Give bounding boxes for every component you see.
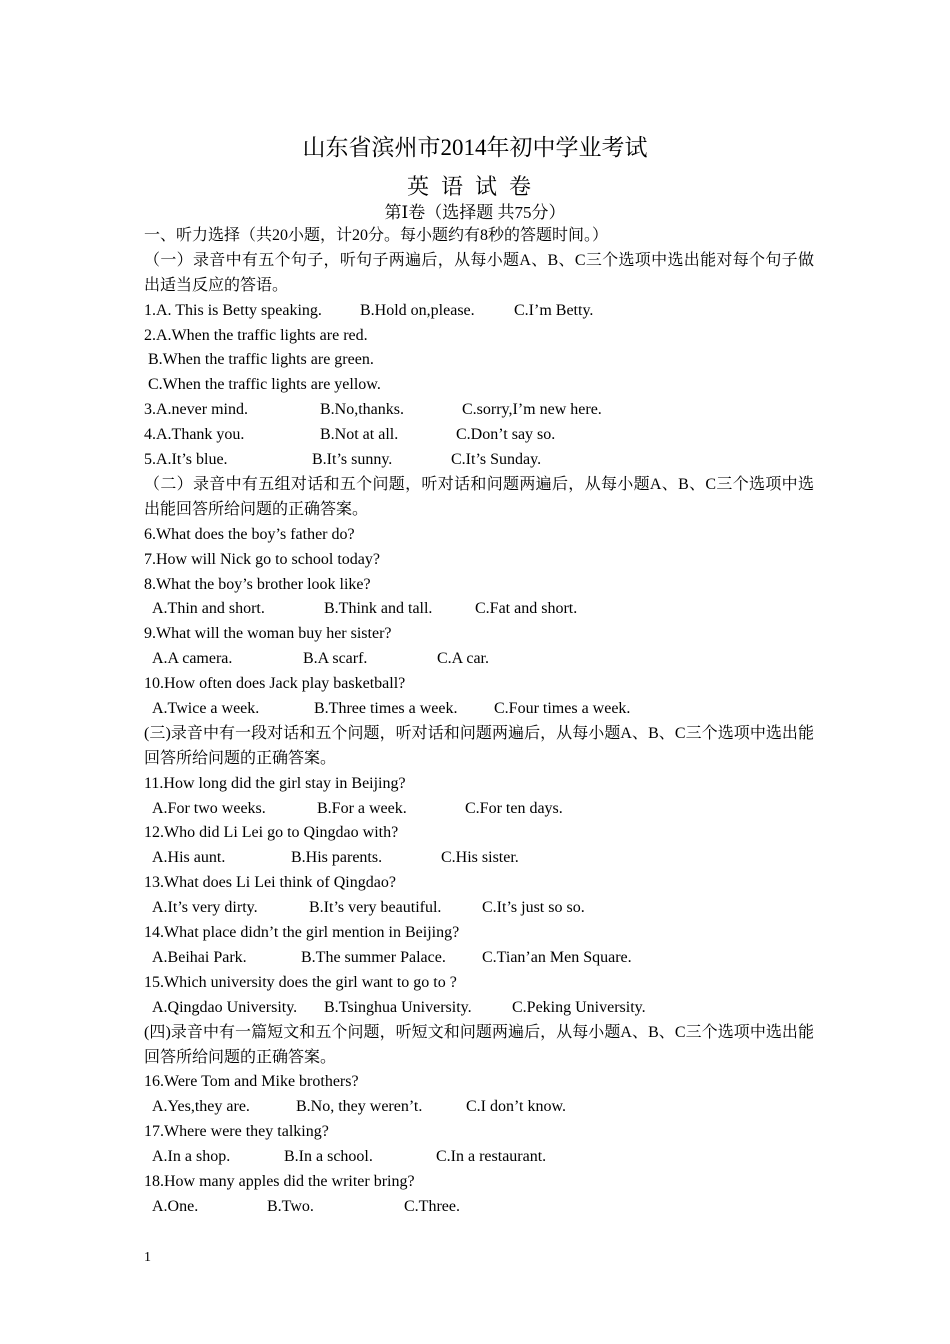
- option-a: A.In a shop.: [152, 1148, 231, 1166]
- option-a: 4.A.Thank you.: [144, 426, 245, 444]
- question-2-option-a: 2.A.When the traffic lights are red.: [144, 326, 368, 344]
- option-a: A.His aunt.: [152, 849, 226, 867]
- question-13: 13.What does Li Lei think of Qingdao?: [144, 874, 396, 892]
- question-17-options: [144, 1145, 814, 1170]
- option-a: A.For two weeks.: [152, 799, 266, 817]
- option-c: C.Three.: [404, 1197, 460, 1215]
- option-c: C.Peking University.: [512, 998, 646, 1016]
- question-8: 8.What the boy’s brother look like?: [144, 575, 371, 593]
- option-a: 1.A. This is Betty speaking.: [144, 301, 322, 319]
- option-a: A.It’s very dirty.: [152, 899, 258, 917]
- question-9: 9.What will the woman buy her sister?: [144, 625, 392, 643]
- question-18-options: [144, 1195, 814, 1220]
- option-c: C.I don’t know.: [466, 1098, 566, 1116]
- question-16: 16.Were Tom and Mike brothers?: [144, 1073, 359, 1091]
- option-a: 3.A.never mind.: [144, 401, 248, 419]
- question-13-options: [144, 896, 814, 921]
- question-14-options: [144, 946, 814, 971]
- question-14: 14.What place didn’t the girl mention in Beijing?: [144, 924, 460, 942]
- option-a: A.A camera.: [152, 650, 233, 668]
- question-8-options: [144, 597, 814, 622]
- question-12: 12.Who did Li Lei go to Qingdao with?: [144, 824, 399, 842]
- option-b: B.No,thanks.: [320, 401, 404, 419]
- question-15: 15.Which university does the girl want to go to ?: [144, 973, 457, 991]
- option-c: C.Tian’an Men Square.: [482, 948, 632, 966]
- question-3: [144, 398, 814, 423]
- option-b: B.Three times a week.: [314, 699, 458, 717]
- exam-part-heading: 第Ⅰ卷（选择题 共75分）: [384, 203, 566, 222]
- page-number: 1: [144, 1250, 151, 1265]
- option-c: C.Fat and short.: [475, 600, 578, 618]
- exam-subject: 英语试卷: [406, 174, 543, 199]
- part4-instructions: (四)录音中有一篇短文和五个问题，听短文和问题两遍后，从每小题A、B、C三个选项中选出能回答所给问题的正确答案。: [144, 1023, 814, 1066]
- option-a: A.Twice a week.: [152, 699, 260, 717]
- section-heading: 一、听力选择（共20小题，计20分。每小题约有8秒的答题时间。）: [144, 227, 609, 244]
- option-c: C.A car.: [437, 650, 489, 668]
- question-10-options: [144, 697, 814, 722]
- option-b: B.A scarf.: [303, 650, 368, 668]
- option-b: B.For a week.: [317, 799, 407, 817]
- option-a: 5.A.It’s blue.: [144, 451, 228, 469]
- part2-instructions: （二）录音中有五组对话和五个问题，听对话和问题两遍后，从每小题A、B、C三个选项中选出能回答所给问题的正确答案。: [144, 475, 814, 518]
- option-b: B.Two.: [267, 1197, 314, 1215]
- question-11: 11.How long did the girl stay in Beijing?: [144, 774, 406, 792]
- exam-title: 山东省滨州市2014年初中学业考试: [302, 135, 648, 160]
- question-7: 7.How will Nick go to school today?: [144, 550, 380, 568]
- option-c: C.Four times a week.: [494, 699, 631, 717]
- question-2-option-b: B.When the traffic lights are green.: [148, 351, 374, 369]
- option-c: C.sorry,I’m new here.: [462, 401, 602, 419]
- option-b: B.Think and tall.: [324, 600, 433, 618]
- question-6: 6.What does the boy’s father do?: [144, 525, 355, 543]
- question-15-options: [144, 996, 814, 1021]
- option-a: A.Thin and short.: [152, 600, 265, 618]
- question-18: 18.How many apples did the writer bring?: [144, 1172, 415, 1190]
- option-b: B.It’s sunny.: [312, 451, 393, 469]
- option-c: C.In a restaurant.: [436, 1148, 547, 1166]
- question-4: [144, 423, 814, 448]
- question-16-options: [144, 1095, 814, 1120]
- question-2-option-c: C.When the traffic lights are yellow.: [148, 376, 381, 394]
- option-b: B.In a school.: [284, 1148, 373, 1166]
- option-b: B.The summer Palace.: [301, 948, 446, 966]
- question-11-options: [144, 797, 814, 822]
- option-b: B.No, they weren’t.: [296, 1098, 423, 1116]
- question-12-options: [144, 846, 814, 871]
- question-17: 17.Where were they talking?: [144, 1123, 329, 1141]
- question-1: [144, 299, 814, 324]
- option-c: C.I’m Betty.: [514, 301, 594, 319]
- option-b: B.Not at all.: [320, 426, 399, 444]
- question-9-options: [144, 647, 814, 672]
- part1-instructions: （一）录音中有五个句子，听句子两遍后，从每小题A、B、C三个选项中选出能对每个句子做出适当反应的答语。: [144, 251, 814, 294]
- question-5: [144, 448, 814, 473]
- option-a: A.Yes,they are.: [152, 1098, 250, 1116]
- option-b: B.Tsinghua University.: [324, 998, 472, 1016]
- option-c: C.It’s Sunday.: [451, 451, 542, 469]
- exam-body: [144, 224, 814, 1220]
- option-c: C.It’s just so so.: [482, 899, 585, 917]
- option-b: B.It’s very beautiful.: [309, 899, 442, 917]
- option-c: C.Don’t say so.: [456, 426, 556, 444]
- option-c: C.His sister.: [441, 849, 519, 867]
- option-a: A.Qingdao University.: [152, 998, 298, 1016]
- option-c: C.For ten days.: [465, 799, 563, 817]
- option-b: B.His parents.: [291, 849, 383, 867]
- option-a: A.Beihai Park.: [152, 948, 247, 966]
- part3-instructions: (三)录音中有一段对话和五个问题，听对话和问题两遍后，从每小题A、B、C三个选项中选出能回答所给问题的正确答案。: [144, 724, 814, 767]
- option-b: B.Hold on,please.: [360, 301, 475, 319]
- question-10: 10.How often does Jack play basketball?: [144, 675, 406, 693]
- option-a: A.One.: [152, 1197, 199, 1215]
